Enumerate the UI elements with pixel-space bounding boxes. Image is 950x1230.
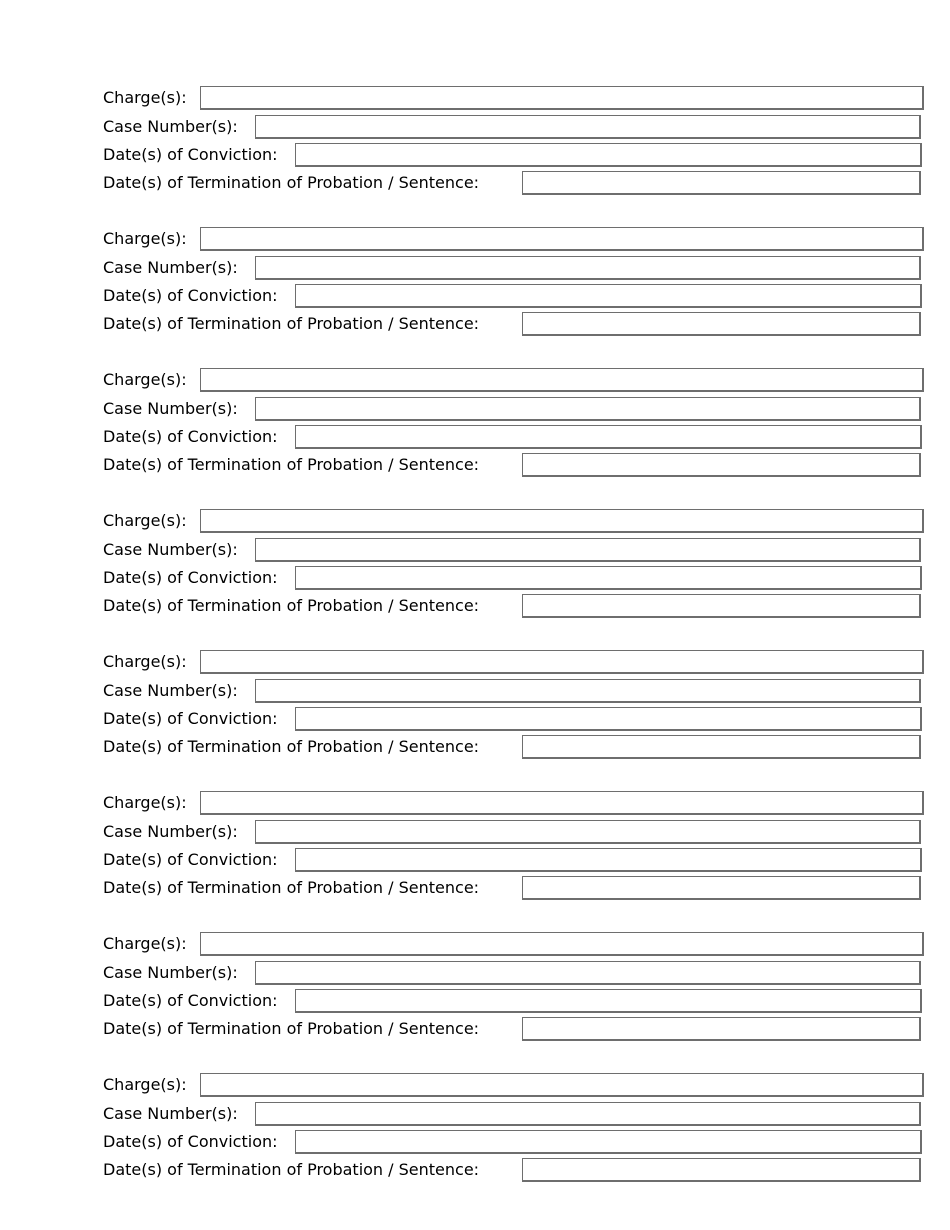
termination-date-input[interactable] bbox=[522, 1158, 921, 1182]
conviction-date-label: Date(s) of Conviction: bbox=[103, 1132, 278, 1151]
termination-date-label: Date(s) of Termination of Probation / Sentence: bbox=[103, 455, 480, 474]
case-number-row bbox=[103, 256, 921, 280]
termination-date-input[interactable] bbox=[522, 1017, 921, 1041]
conviction-date-row bbox=[103, 989, 922, 1013]
case-number-input[interactable] bbox=[255, 397, 921, 421]
conviction-date-input[interactable] bbox=[295, 566, 922, 590]
conviction-date-row bbox=[103, 566, 922, 590]
conviction-date-label: Date(s) of Conviction: bbox=[103, 145, 278, 164]
termination-date-row bbox=[103, 312, 921, 336]
conviction-date-label: Date(s) of Conviction: bbox=[103, 427, 278, 446]
case-number-row bbox=[103, 397, 921, 421]
case-number-input[interactable] bbox=[255, 1102, 921, 1126]
case-number-label: Case Number(s): bbox=[103, 963, 238, 982]
charge-row bbox=[103, 1073, 924, 1097]
case-number-label: Case Number(s): bbox=[103, 822, 238, 841]
termination-date-row bbox=[103, 171, 921, 195]
charge-label: Charge(s): bbox=[103, 88, 187, 107]
case-number-label: Case Number(s): bbox=[103, 117, 238, 136]
termination-date-input[interactable] bbox=[522, 594, 921, 618]
conviction-date-label: Date(s) of Conviction: bbox=[103, 991, 278, 1010]
case-number-label: Case Number(s): bbox=[103, 258, 238, 277]
termination-date-label: Date(s) of Termination of Probation / Sentence: bbox=[103, 1019, 480, 1038]
conviction-date-input[interactable] bbox=[295, 143, 922, 167]
conviction-date-input[interactable] bbox=[295, 989, 922, 1013]
charge-row bbox=[103, 368, 924, 392]
conviction-date-label: Date(s) of Conviction: bbox=[103, 850, 278, 869]
conviction-date-input[interactable] bbox=[295, 284, 922, 308]
conviction-date-row bbox=[103, 1130, 922, 1154]
termination-date-input[interactable] bbox=[522, 735, 921, 759]
case-number-input[interactable] bbox=[255, 115, 921, 139]
charge-row bbox=[103, 227, 924, 251]
case-number-label: Case Number(s): bbox=[103, 1104, 238, 1123]
conviction-date-row bbox=[103, 707, 922, 731]
case-number-row bbox=[103, 820, 921, 844]
termination-date-input[interactable] bbox=[522, 171, 921, 195]
case-number-row bbox=[103, 115, 921, 139]
charge-input[interactable] bbox=[200, 509, 924, 533]
termination-date-label: Date(s) of Termination of Probation / Sentence: bbox=[103, 737, 480, 756]
charge-label: Charge(s): bbox=[103, 511, 187, 530]
termination-date-label: Date(s) of Termination of Probation / Sentence: bbox=[103, 1160, 480, 1179]
case-number-input[interactable] bbox=[255, 961, 921, 985]
charge-input[interactable] bbox=[200, 791, 924, 815]
charge-label: Charge(s): bbox=[103, 793, 187, 812]
case-number-input[interactable] bbox=[255, 820, 921, 844]
case-number-input[interactable] bbox=[255, 679, 921, 703]
charge-row bbox=[103, 932, 924, 956]
termination-date-row bbox=[103, 453, 921, 477]
case-number-row bbox=[103, 1102, 921, 1126]
conviction-date-label: Date(s) of Conviction: bbox=[103, 568, 278, 587]
charge-label: Charge(s): bbox=[103, 1075, 187, 1094]
conviction-date-input[interactable] bbox=[295, 1130, 922, 1154]
termination-date-input[interactable] bbox=[522, 876, 921, 900]
termination-date-row bbox=[103, 1158, 921, 1182]
conviction-date-row bbox=[103, 143, 922, 167]
termination-date-label: Date(s) of Termination of Probation / Sentence: bbox=[103, 878, 480, 897]
case-number-label: Case Number(s): bbox=[103, 399, 238, 418]
charge-label: Charge(s): bbox=[103, 370, 187, 389]
conviction-date-input[interactable] bbox=[295, 425, 922, 449]
conviction-date-input[interactable] bbox=[295, 848, 922, 872]
case-number-row bbox=[103, 679, 921, 703]
conviction-date-label: Date(s) of Conviction: bbox=[103, 286, 278, 305]
termination-date-label: Date(s) of Termination of Probation / Sentence: bbox=[103, 596, 480, 615]
conviction-date-row bbox=[103, 425, 922, 449]
termination-date-row bbox=[103, 876, 921, 900]
charge-input[interactable] bbox=[200, 368, 924, 392]
case-number-label: Case Number(s): bbox=[103, 540, 238, 559]
termination-date-input[interactable] bbox=[522, 312, 921, 336]
charge-input[interactable] bbox=[200, 1073, 924, 1097]
charge-row bbox=[103, 791, 924, 815]
charge-row bbox=[103, 86, 924, 110]
case-number-input[interactable] bbox=[255, 256, 921, 280]
termination-date-label: Date(s) of Termination of Probation / Sentence: bbox=[103, 314, 480, 333]
termination-date-input[interactable] bbox=[522, 453, 921, 477]
charge-label: Charge(s): bbox=[103, 229, 187, 248]
charge-input[interactable] bbox=[200, 227, 924, 251]
case-number-label: Case Number(s): bbox=[103, 681, 238, 700]
case-number-row bbox=[103, 961, 921, 985]
conviction-date-input[interactable] bbox=[295, 707, 922, 731]
termination-date-row bbox=[103, 735, 921, 759]
case-number-input[interactable] bbox=[255, 538, 921, 562]
termination-date-row bbox=[103, 594, 921, 618]
charge-input[interactable] bbox=[200, 86, 924, 110]
charge-label: Charge(s): bbox=[103, 652, 187, 671]
conviction-date-row bbox=[103, 284, 922, 308]
conviction-date-row bbox=[103, 848, 922, 872]
conviction-date-label: Date(s) of Conviction: bbox=[103, 709, 278, 728]
termination-date-label: Date(s) of Termination of Probation / Sentence: bbox=[103, 173, 480, 192]
charge-input[interactable] bbox=[200, 932, 924, 956]
charge-label: Charge(s): bbox=[103, 934, 187, 953]
termination-date-row bbox=[103, 1017, 921, 1041]
charge-row bbox=[103, 650, 924, 674]
charge-input[interactable] bbox=[200, 650, 924, 674]
case-number-row bbox=[103, 538, 921, 562]
charge-row bbox=[103, 509, 924, 533]
